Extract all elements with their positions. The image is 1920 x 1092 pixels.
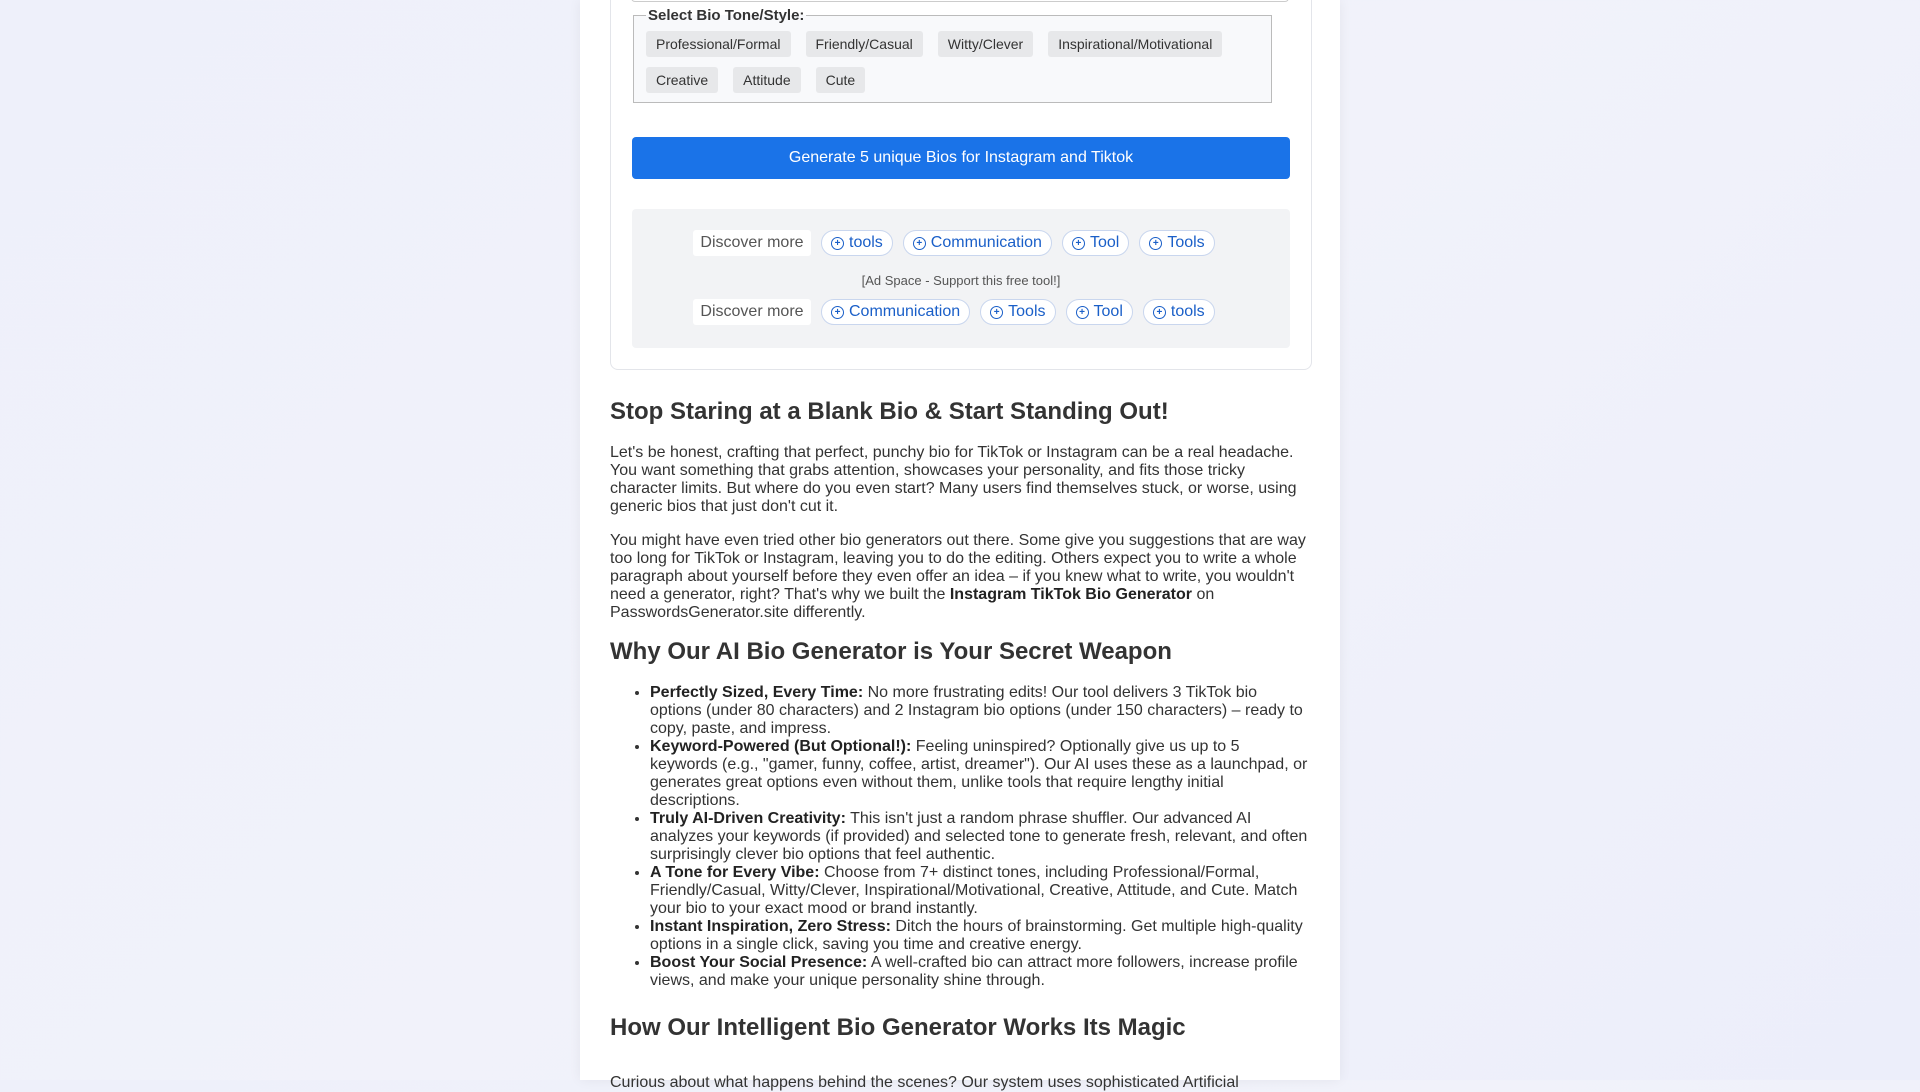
tone-option-cute[interactable]: Cute <box>816 67 866 93</box>
plus-circle-icon: + <box>831 237 844 250</box>
section-heading: Why Our AI Bio Generator is Your Secret Weapon <box>610 638 1172 665</box>
feature-text: Feeling uninspired? Optionally give us up to 5 keywords (e.g., "gamer, funny, coffee, artist, dreamer"). Our AI uses these as a launchpad, or generates great options even without them, unlike tools that require lengthy initial descriptions. <box>650 738 1308 809</box>
ad-pill-label: Tools <box>1167 234 1205 251</box>
ad-pill-label: Communication <box>930 234 1042 251</box>
feature-text: Ditch the hours of brainstorming. Get multiple high-quality options in a single click, saving you time and creative energy. <box>650 918 1303 953</box>
tone-option-witty[interactable]: Witty/Clever <box>938 31 1033 57</box>
article-heading: Stop Staring at a Blank Bio & Start Standing Out! <box>610 398 1169 425</box>
ad-pill-label: Tools <box>1008 303 1046 320</box>
ad-row <box>693 299 1215 325</box>
paragraph-text: on PasswordsGenerator.site differently. <box>610 586 1215 621</box>
ad-pill-label: tools <box>1170 303 1205 320</box>
section-heading: How Our Intelligent Bio Generator Works Its Magic <box>610 1014 1186 1041</box>
feature-title: Truly AI-Driven Creativity: <box>650 810 846 827</box>
feature-title: Keyword-Powered (But Optional!): <box>650 738 912 755</box>
plus-circle-icon: + <box>831 306 844 319</box>
paragraph: Curious about what happens behind the scenes? Our system uses sophisticated Artificial <box>610 1074 1239 1091</box>
paragraph: Let's be honest, crafting that perfect, punchy bio for TikTok or Instagram can be a real headache. You want something that grabs attention, showcases your personality, and fits those tricky character limits. But where do you even start? Many users find themselves stuck, or worse, using generic bios that just don't cut it. <box>610 444 1297 515</box>
page-container <box>580 0 1340 1091</box>
feature-text: No more frustrating edits! Our tool delivers 3 TikTok bio options (under 80 characters) and 2 Instagram bio options (under 150 characters) – ready to copy, paste, and impress. <box>650 684 1303 737</box>
ad-pill-label: Tool <box>1093 303 1123 320</box>
ad-pill[interactable] <box>980 299 1055 325</box>
ad-pill[interactable] <box>903 230 1052 256</box>
ad-pill[interactable] <box>1139 230 1214 256</box>
list-item <box>650 864 1310 918</box>
paragraph-bold: Instagram TikTok Bio Generator <box>949 586 1192 603</box>
article <box>610 398 1310 1092</box>
feature-title: A Tone for Every Vibe: <box>650 864 820 881</box>
tone-option-professional[interactable]: Professional/Formal <box>646 31 791 57</box>
tone-legend: Select Bio Tone/Style: <box>648 7 805 24</box>
tone-selector <box>633 7 1272 103</box>
plus-circle-icon: + <box>1153 306 1166 319</box>
tone-option-creative[interactable]: Creative <box>646 67 718 93</box>
tone-option-friendly[interactable]: Friendly/Casual <box>806 31 923 57</box>
paragraph-text: You might have even tried other bio generators out there. Some give you suggestions that are way too long for TikTok or Instagram, leaving you to do the editing. Others expect you to write a whole paragraph about yourself before they even offer an idea – if you knew what to write, you wouldn't need a generator, right? That's why we built the <box>610 532 1306 603</box>
plus-circle-icon: + <box>913 237 926 250</box>
features-list <box>610 684 1310 990</box>
plus-circle-icon: + <box>1149 237 1162 250</box>
generate-button[interactable]: Generate 5 unique Bios for Instagram and Tiktok <box>632 137 1290 179</box>
ad-pill[interactable] <box>1143 299 1215 325</box>
ad-pill-label: Tool <box>1089 234 1120 251</box>
plus-circle-icon: + <box>990 306 1003 319</box>
ad-note: [Ad Space - Support this free tool!] <box>861 273 1061 288</box>
bio-generator-card <box>610 0 1312 370</box>
list-item <box>650 918 1310 954</box>
tone-option-attitude[interactable]: Attitude <box>733 67 800 93</box>
paragraph <box>610 532 1310 622</box>
ad-space <box>632 209 1290 348</box>
list-item <box>650 810 1310 864</box>
ad-pill[interactable] <box>821 299 970 325</box>
ad-pill[interactable] <box>1062 230 1129 256</box>
feature-text: Choose from 7+ distinct tones, including Professional/Formal, Friendly/Casual, Witty/Clever, Inspirational/Motivational, Creative, Attitude, and Cute. Match your bio to your exact mood or brand instantly. <box>650 864 1298 917</box>
feature-text: A well-crafted bio can attract more followers, increase profile views, and make your unique personality shine through. <box>650 954 1298 989</box>
plus-circle-icon: + <box>1076 306 1089 319</box>
ad-pill-label: Communication <box>849 303 961 320</box>
ad-pill[interactable] <box>821 230 893 256</box>
list-item <box>650 738 1310 810</box>
discover-more-button[interactable]: Discover more <box>693 299 811 325</box>
feature-title: Boost Your Social Presence: <box>650 954 868 971</box>
feature-title: Perfectly Sized, Every Time: <box>650 684 864 701</box>
list-item <box>650 684 1310 738</box>
feature-title: Instant Inspiration, Zero Stress: <box>650 918 891 935</box>
discover-more-button[interactable]: Discover more <box>693 230 811 256</box>
ad-row <box>693 230 1215 256</box>
plus-circle-icon: + <box>1072 237 1085 250</box>
keywords-input-edge[interactable] <box>631 0 1289 2</box>
feature-text: This isn't just a random phrase shuffler. Our advanced AI analyzes your keywords (if provided) and selected tone to generate fresh, relevant, and often surprisingly clever bio options that feel authentic. <box>650 810 1308 863</box>
ad-pill-label: tools <box>849 234 883 251</box>
list-item <box>650 954 1310 990</box>
ad-pill[interactable] <box>1066 299 1133 325</box>
tone-option-inspirational[interactable]: Inspirational/Motivational <box>1048 31 1222 57</box>
